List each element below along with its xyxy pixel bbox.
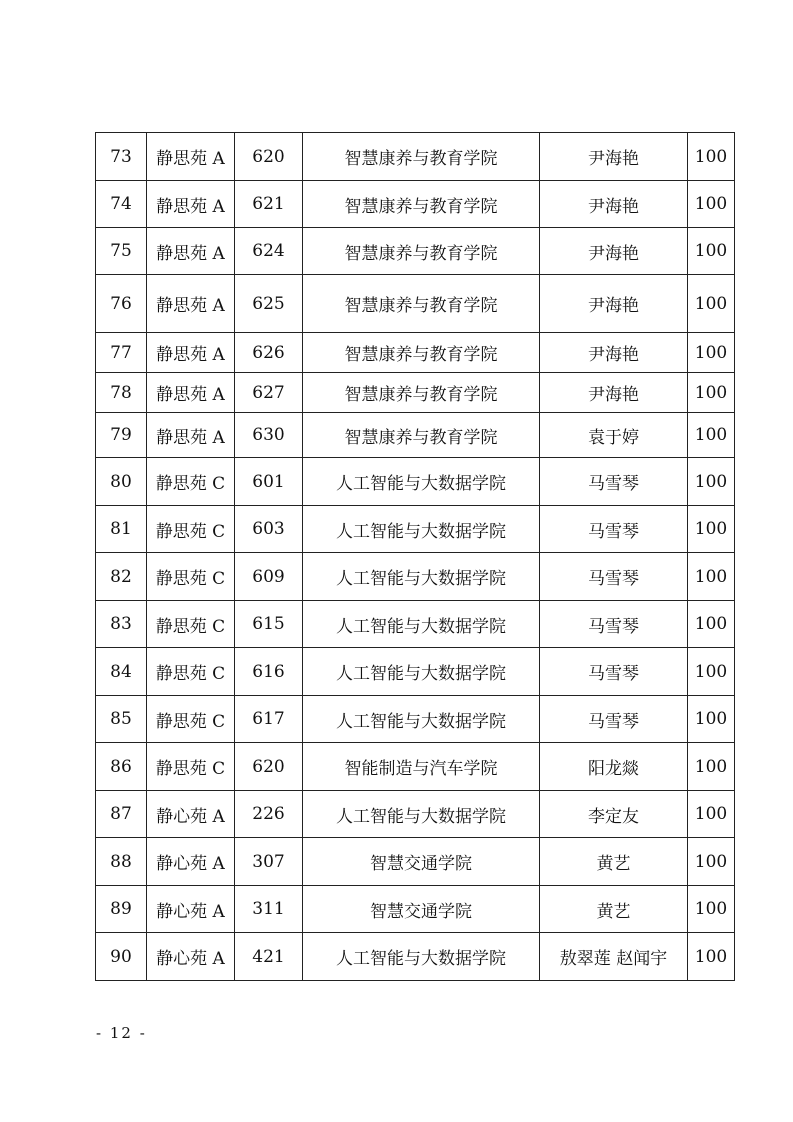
row-number: 78: [96, 373, 147, 413]
building-name: 静心苑 A: [147, 838, 235, 886]
table-row: [96, 413, 735, 458]
score: 100: [688, 133, 735, 181]
score: 100: [688, 696, 735, 743]
room-number: 625: [235, 275, 303, 333]
room-number: 615: [235, 601, 303, 648]
counselor-name: 马雪琴: [540, 648, 688, 696]
room-number: 307: [235, 838, 303, 886]
score: 100: [688, 791, 735, 838]
counselor-name: 尹海艳: [540, 333, 688, 373]
building-name: 静思苑 C: [147, 601, 235, 648]
score: 100: [688, 933, 735, 981]
college-name: 智慧康养与教育学院: [303, 275, 540, 333]
building-name: 静思苑 A: [147, 181, 235, 228]
college-name: 人工智能与大数据学院: [303, 696, 540, 743]
counselor-name: 阳龙燚: [540, 743, 688, 791]
counselor-name: 李定友: [540, 791, 688, 838]
row-number: 88: [96, 838, 147, 886]
building-name: 静思苑 A: [147, 228, 235, 275]
row-number: 76: [96, 275, 147, 333]
table-row: [96, 181, 735, 228]
table-row: [96, 791, 735, 838]
counselor-name: 尹海艳: [540, 133, 688, 181]
table-row: [96, 133, 735, 181]
college-name: 人工智能与大数据学院: [303, 601, 540, 648]
row-number: 75: [96, 228, 147, 275]
score: 100: [688, 886, 735, 933]
building-name: 静思苑 C: [147, 553, 235, 601]
table-row: [96, 228, 735, 275]
college-name: 智慧康养与教育学院: [303, 133, 540, 181]
table-row: [96, 933, 735, 981]
counselor-name: 尹海艳: [540, 228, 688, 275]
counselor-name: 敖翠莲 赵闻宇: [540, 933, 688, 981]
row-number: 89: [96, 886, 147, 933]
counselor-name: 马雪琴: [540, 553, 688, 601]
room-number: 620: [235, 133, 303, 181]
college-name: 人工智能与大数据学院: [303, 648, 540, 696]
dormitory-score-table: [95, 132, 735, 981]
college-name: 人工智能与大数据学院: [303, 506, 540, 553]
college-name: 智慧康养与教育学院: [303, 413, 540, 458]
counselor-name: 尹海艳: [540, 181, 688, 228]
counselor-name: 尹海艳: [540, 275, 688, 333]
room-number: 617: [235, 696, 303, 743]
room-number: 311: [235, 886, 303, 933]
row-number: 80: [96, 458, 147, 506]
room-number: 630: [235, 413, 303, 458]
score: 100: [688, 743, 735, 791]
building-name: 静心苑 A: [147, 886, 235, 933]
score: 100: [688, 458, 735, 506]
building-name: 静思苑 C: [147, 458, 235, 506]
row-number: 79: [96, 413, 147, 458]
building-name: 静思苑 A: [147, 413, 235, 458]
room-number: 603: [235, 506, 303, 553]
score: 100: [688, 838, 735, 886]
room-number: 624: [235, 228, 303, 275]
row-number: 87: [96, 791, 147, 838]
building-name: 静思苑 A: [147, 133, 235, 181]
room-number: 627: [235, 373, 303, 413]
score: 100: [688, 333, 735, 373]
building-name: 静思苑 C: [147, 696, 235, 743]
room-number: 621: [235, 181, 303, 228]
college-name: 人工智能与大数据学院: [303, 458, 540, 506]
table-row: [96, 696, 735, 743]
college-name: 智能制造与汽车学院: [303, 743, 540, 791]
room-number: 226: [235, 791, 303, 838]
college-name: 人工智能与大数据学院: [303, 553, 540, 601]
counselor-name: 马雪琴: [540, 458, 688, 506]
score: 100: [688, 601, 735, 648]
room-number: 626: [235, 333, 303, 373]
row-number: 73: [96, 133, 147, 181]
row-number: 74: [96, 181, 147, 228]
row-number: 82: [96, 553, 147, 601]
counselor-name: 尹海艳: [540, 373, 688, 413]
room-number: 620: [235, 743, 303, 791]
score: 100: [688, 506, 735, 553]
building-name: 静思苑 A: [147, 333, 235, 373]
score: 100: [688, 553, 735, 601]
score: 100: [688, 228, 735, 275]
page-number: - 12 -: [96, 1024, 147, 1042]
row-number: 85: [96, 696, 147, 743]
table-row: [96, 601, 735, 648]
row-number: 81: [96, 506, 147, 553]
college-name: 智慧康养与教育学院: [303, 228, 540, 275]
college-name: 智慧交通学院: [303, 838, 540, 886]
row-number: 90: [96, 933, 147, 981]
counselor-name: 马雪琴: [540, 696, 688, 743]
score: 100: [688, 373, 735, 413]
building-name: 静思苑 A: [147, 275, 235, 333]
score: 100: [688, 181, 735, 228]
building-name: 静思苑 C: [147, 648, 235, 696]
college-name: 人工智能与大数据学院: [303, 791, 540, 838]
table-row: [96, 838, 735, 886]
counselor-name: 马雪琴: [540, 506, 688, 553]
table-row: [96, 886, 735, 933]
counselor-name: 马雪琴: [540, 601, 688, 648]
building-name: 静心苑 A: [147, 933, 235, 981]
table-row: [96, 648, 735, 696]
room-number: 421: [235, 933, 303, 981]
building-name: 静思苑 C: [147, 506, 235, 553]
table-row: [96, 373, 735, 413]
row-number: 84: [96, 648, 147, 696]
score: 100: [688, 275, 735, 333]
row-number: 86: [96, 743, 147, 791]
room-number: 616: [235, 648, 303, 696]
room-number: 601: [235, 458, 303, 506]
college-name: 智慧交通学院: [303, 886, 540, 933]
score: 100: [688, 413, 735, 458]
table-row: [96, 458, 735, 506]
building-name: 静心苑 A: [147, 791, 235, 838]
counselor-name: 黄艺: [540, 886, 688, 933]
counselor-name: 黄艺: [540, 838, 688, 886]
table-row: [96, 506, 735, 553]
counselor-name: 袁于婷: [540, 413, 688, 458]
row-number: 77: [96, 333, 147, 373]
college-name: 智慧康养与教育学院: [303, 181, 540, 228]
building-name: 静思苑 A: [147, 373, 235, 413]
table-row: [96, 553, 735, 601]
building-name: 静思苑 C: [147, 743, 235, 791]
table-row: [96, 743, 735, 791]
college-name: 智慧康养与教育学院: [303, 333, 540, 373]
row-number: 83: [96, 601, 147, 648]
table-row: [96, 333, 735, 373]
college-name: 人工智能与大数据学院: [303, 933, 540, 981]
score: 100: [688, 648, 735, 696]
college-name: 智慧康养与教育学院: [303, 373, 540, 413]
table-row: [96, 275, 735, 333]
room-number: 609: [235, 553, 303, 601]
